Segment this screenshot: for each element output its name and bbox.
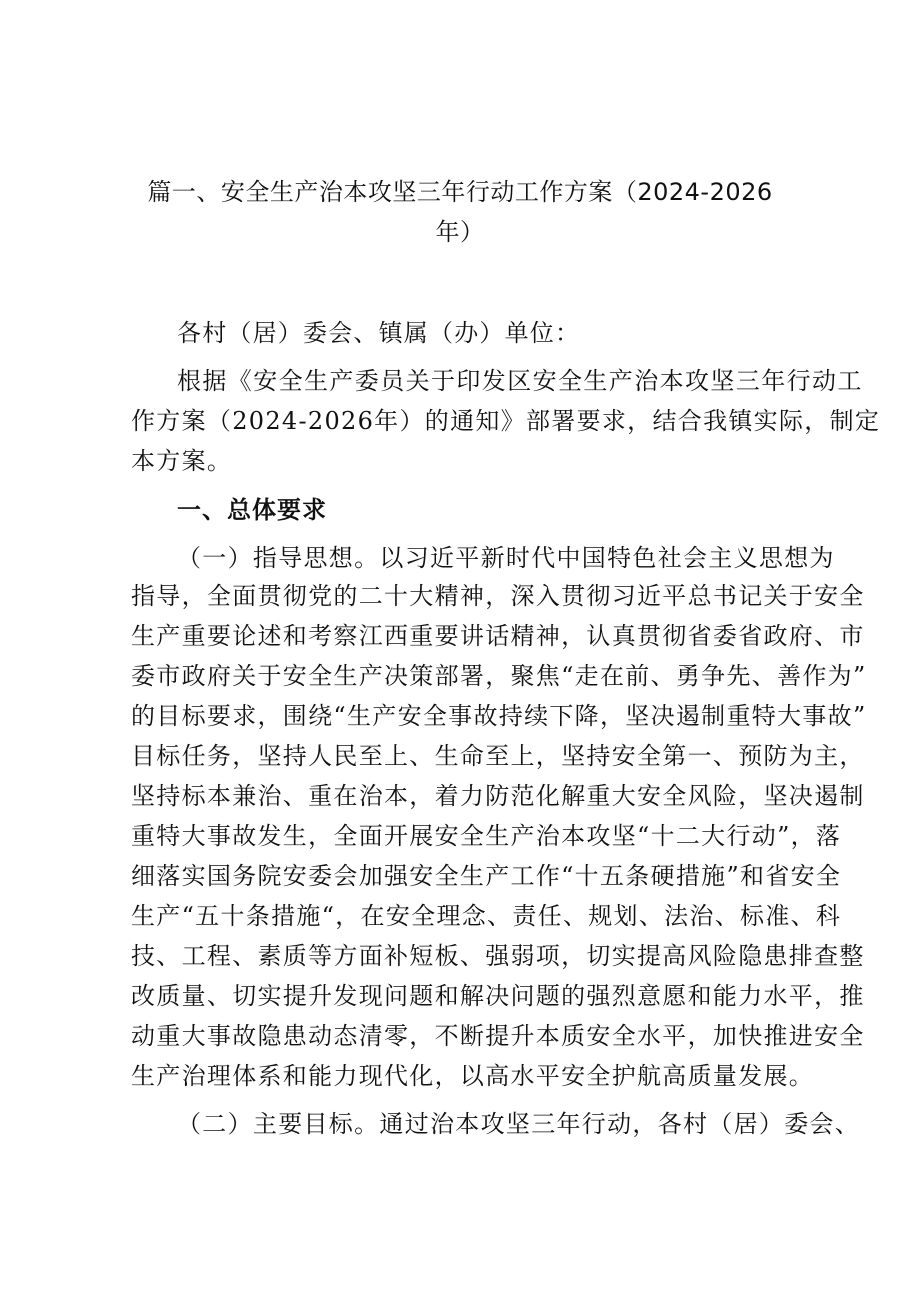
para1-line-5: 的目标要求，围绕“生产安全事故持续下降，坚决遏制重特大事故” — [131, 702, 867, 730]
para1-line-2: 指导，全面贯彻党的二十大精神，深入贯彻习近平总书记关于安全 — [131, 582, 865, 610]
section-heading: 一、总体要求 — [177, 496, 327, 524]
para1-line-13: 动重大事故隐患动态清零，不断提升本质安全水平，加快推进安全 — [131, 1022, 865, 1050]
title-line-1: 篇一、安全生产治本攻坚三年行动工作方案（2024-2026 — [147, 178, 773, 206]
intro-line-2: 作方案（2024-2026年）的通知》部署要求，结合我镇实际，制定 — [131, 407, 881, 435]
para1-line-10: 生产“五十条措施“，在安全理念、责任、规划、法治、标准、科 — [131, 902, 842, 930]
intro-line-3: 本方案。 — [131, 447, 233, 475]
document-title — [120, 172, 800, 252]
intro-line-1: 根据《安全生产委员关于印发区安全生产治本攻坚三年行动工 — [177, 367, 863, 395]
para1-line-4: 委市政府关于安全生产决策部署，聚焦“走在前、勇争先、善作为” — [131, 662, 867, 690]
para2-line-1: （二）主要目标。通过治本攻坚三年行动，各村（居）委会、 — [177, 1110, 861, 1138]
para1-line-14: 生产治理体系和能力现代化，以高水平安全护航高质量发展。 — [131, 1062, 815, 1090]
para1-line-11: 技、工程、素质等方面补短板、强弱项，切实提高风险隐患排查整 — [131, 942, 865, 970]
para1-line-8: 重特大事故发生，全面开展安全生产治本攻坚“十二大行动”，落 — [131, 822, 842, 850]
para1-line-12: 改质量、切实提升发现问题和解决问题的强烈意愿和能力水平，推 — [131, 982, 865, 1010]
para1-line-6: 目标任务，坚持人民至上、生命至上，坚持安全第一、预防为主， — [131, 742, 865, 770]
title-line-2: 年） — [435, 218, 485, 246]
para1-line-7: 坚持标本兼治、重在治本，着力防范化解重大安全风险，坚决遏制 — [131, 782, 865, 810]
para1-line-1: （一）指导思想。以习近平新时代中国特色社会主义思想为 — [177, 544, 835, 572]
para1-line-3: 生产重要论述和考察江西重要讲话精神，认真贯彻省委省政府、市 — [131, 622, 865, 650]
salutation: 各村（居）委会、镇属（办）单位： — [177, 319, 581, 347]
para1-line-9: 细落实国务院安委会加强安全生产工作“十五条硬措施”和省安全 — [131, 862, 842, 890]
